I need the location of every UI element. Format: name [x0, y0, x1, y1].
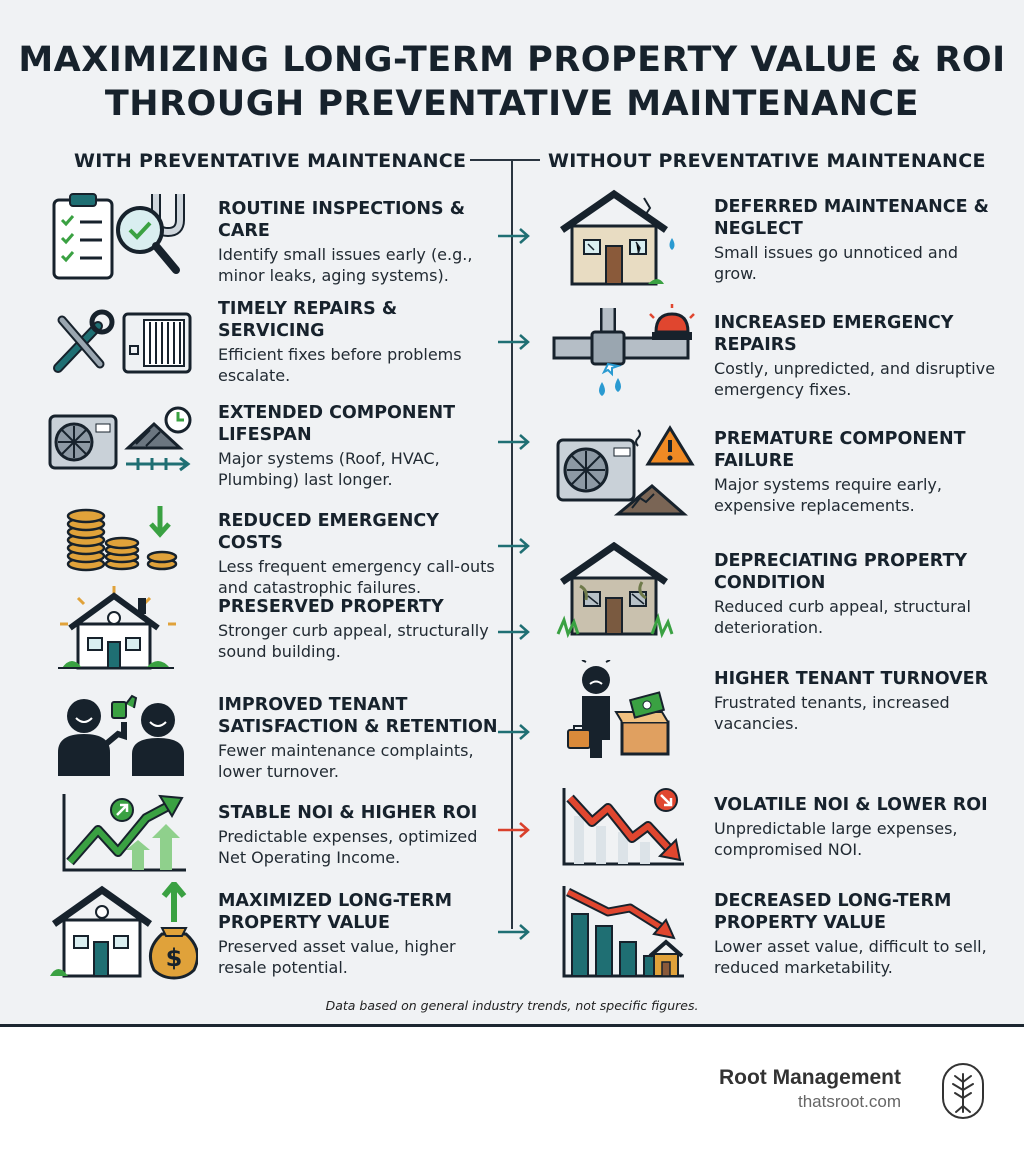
item-title: REDUCED EMERGENCY COSTS [218, 511, 439, 553]
footnote: Data based on general industry trends, not specific figures. [325, 998, 699, 1013]
item-title: VOLATILE NOI & LOWER ROI [714, 795, 988, 815]
left-item [48, 882, 498, 982]
item-description: Unpredictable large expenses, compromised NOI. [714, 819, 958, 859]
item-description: Frustrated tenants, increased vacancies. [714, 693, 950, 733]
tools-icon [48, 296, 198, 396]
item-description: Preserved asset value, higher resale potential. [218, 937, 456, 977]
item-title: ROUTINE INSPECTIONS & CARE [218, 199, 466, 241]
item-description: Predictable expenses, optimized Net Operating Income. [218, 827, 478, 867]
bright-house-icon [48, 584, 198, 684]
left-column-heading: WITH PREVENTATIVE MAINTENANCE [74, 150, 467, 172]
item-description: Less frequent emergency call-outs and catastrophic failures. [218, 557, 495, 597]
broken-hvac-warning-icon [552, 424, 702, 524]
item-title: INCREASED EMERGENCY REPAIRS [714, 313, 954, 355]
right-column-heading: WITHOUT PREVENTATIVE MAINTENANCE [548, 150, 986, 172]
item-description: Efficient fixes before problems escalate. [218, 345, 462, 385]
right-item [552, 188, 1012, 288]
brand-block [719, 1066, 901, 1112]
left-item [48, 296, 498, 396]
item-description: Costly, unpredicted, and disruptive emergency fixes. [714, 359, 996, 399]
item-description: Major systems (Roof, HVAC, Plumbing) last longer. [218, 449, 440, 489]
right-item [552, 304, 1012, 404]
left-item [48, 584, 498, 684]
right-item [552, 882, 1012, 982]
item-title: DEFERRED MAINTENANCE & NEGLECT [714, 197, 989, 239]
item-description: Fewer maintenance complaints, lower turnover. [218, 741, 474, 781]
item-description: Lower asset value, difficult to sell, reduced marketability. [714, 937, 987, 977]
right-item [552, 424, 1012, 524]
item-title: DECREASED LONG-TERM PROPERTY VALUE [714, 891, 952, 933]
item-title: IMPROVED TENANT SATISFACTION & RETENTION [218, 695, 498, 737]
left-item [48, 190, 498, 290]
item-title: MAXIMIZED LONG-TERM PROPERTY VALUE [218, 891, 453, 933]
decline-chart-icon [552, 786, 702, 886]
item-description: Small issues go unnoticed and grow. [714, 243, 958, 283]
item-title: PREMATURE COMPONENT FAILURE [714, 429, 966, 471]
right-item [552, 542, 1012, 642]
item-title: HIGHER TENANT TURNOVER [714, 669, 989, 689]
item-description: Identify small issues early (e.g., minor leaks, aging systems). [218, 245, 473, 285]
hvac-roof-icon [48, 398, 198, 498]
burst-pipe-alarm-icon [552, 304, 702, 404]
moving-tenant-icon [552, 660, 702, 760]
damaged-house-icon [552, 188, 702, 288]
growth-chart-icon [48, 790, 198, 890]
left-item [48, 398, 498, 498]
brand-url: thatsroot.com [798, 1092, 901, 1111]
item-title: PRESERVED PROPERTY [218, 597, 444, 617]
brand-name: Root Management [718, 1066, 901, 1089]
clipboard-magnifier-icon [48, 190, 198, 290]
item-title: TIMELY REPAIRS & SERVICING [218, 299, 398, 341]
item-title: DEPRECIATING PROPERTY CONDITION [714, 551, 968, 593]
title-line-1: MAXIMIZING LONG-TERM PROPERTY VALUE & ROI [18, 40, 1006, 80]
right-item [552, 660, 1012, 760]
left-item [48, 690, 498, 790]
svg-text:$: $ [165, 944, 183, 972]
house-money-up-icon [48, 882, 198, 982]
happy-tenants-icon [48, 690, 198, 790]
title-line-2: THROUGH PREVENTATIVE MAINTENANCE [104, 84, 920, 124]
right-item [552, 786, 1012, 886]
rundown-house-icon [552, 542, 702, 642]
falling-bars-house-icon [552, 882, 702, 982]
tree-logo-icon [941, 1062, 985, 1120]
left-item [48, 502, 498, 597]
item-title: STABLE NOI & HIGHER ROI [218, 803, 478, 823]
divider-top [470, 159, 540, 161]
item-description: Major systems require early, expensive replacements. [714, 475, 942, 515]
footer-divider [0, 1024, 1024, 1027]
item-title: EXTENDED COMPONENT LIFESPAN [218, 403, 456, 445]
left-item [48, 790, 498, 890]
page-title [0, 38, 1024, 126]
item-description: Stronger curb appeal, structurally sound building. [218, 621, 489, 661]
item-description: Reduced curb appeal, structural deterioration. [714, 597, 971, 637]
